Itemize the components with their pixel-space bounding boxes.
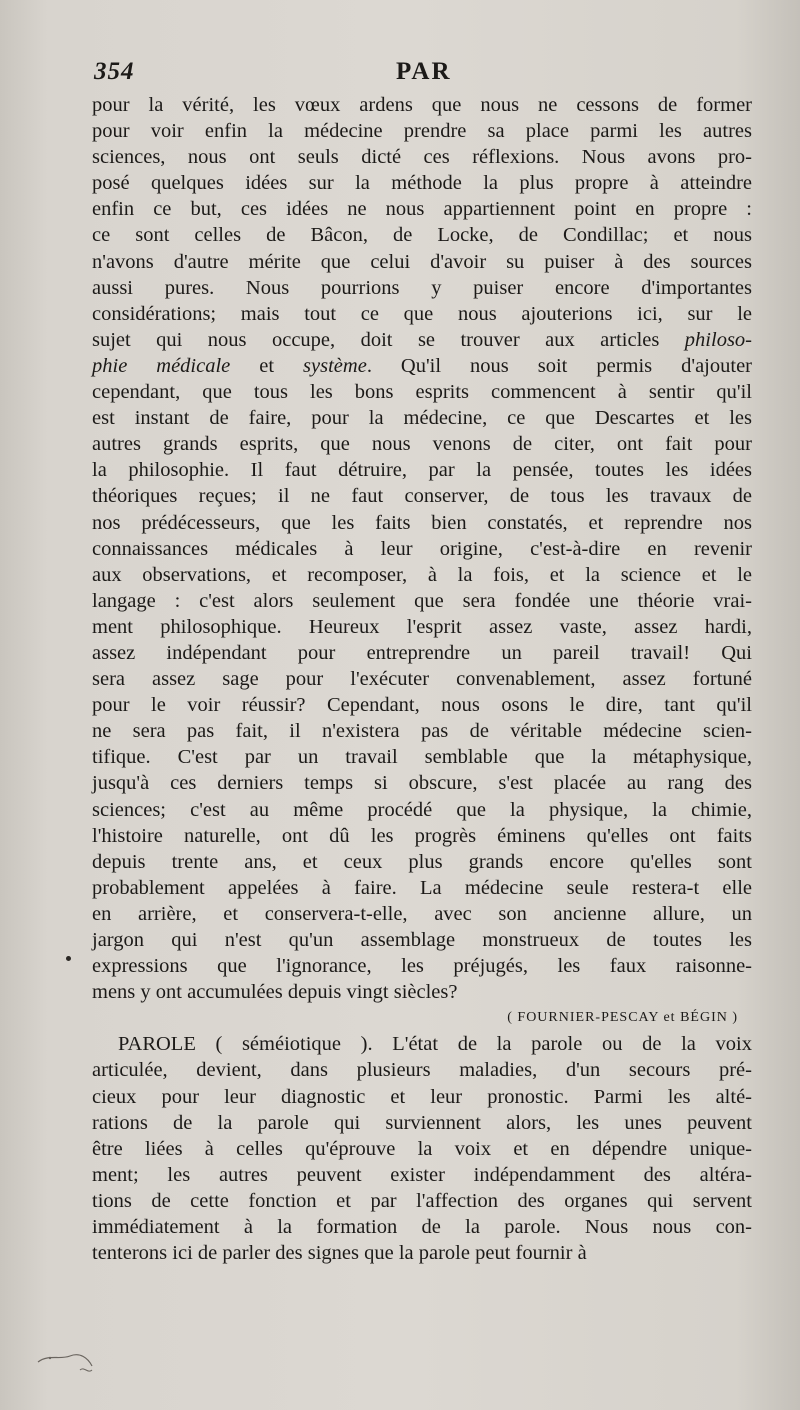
text-line: est instant de faire, pour la médecine, ce que Descartes et les [92,407,752,430]
parole-entry [92,1031,752,1266]
text-line: connaissances médicales à leur origine, c'est-à-dire en revenir [92,537,752,560]
text-line: sera assez sage pour l'exécuter convenablement, assez fortuné [92,668,752,691]
author-signature: ( FOURNIER-PESCAY et BÉGIN ) [507,1010,738,1026]
text-line: ment philosophique. Heureux l'esprit assez vaste, assez hardi, [92,615,752,638]
text-line: expressions que l'ignorance, les préjugés, les faux raisonne- [92,955,752,978]
margin-mark [66,956,71,961]
text-line: la philosophie. Il faut détruire, par la pensée, toutes les idées [92,459,752,482]
text-line: probablement appelées à faire. La médecine seule restera-t elle [92,876,752,899]
page-number: 354 [94,58,135,85]
text-line: sciences, nous ont seuls dicté ces réflexions. Nous avons pro- [92,146,752,169]
text-line: tenterons ici de parler des signes que la parole peut fournir à [92,1242,587,1265]
text-line: jargon qui n'est qu'un assemblage monstrueux de toutes les [92,929,752,951]
text-line: n'avons d'autre mérite que celui d'avoir su puiser à des sources [92,250,752,273]
text-line: tifique. C'est par un travail semblable que la métaphysique, [92,746,752,769]
text-line: pour le voir réussir? Cependant, nous osons le dire, tant qu'il [92,694,752,717]
ink-smudge-mark [30,1340,100,1380]
running-head: PAR [396,58,452,85]
text-line: aux observations, et recomposer, à la fois, et la science et le [92,563,752,586]
text-line: depuis trente ans, et ceux plus grands encore qu'elles sont [92,850,752,873]
text-line: en arrière, et conservera-t-elle, avec son ancienne allure, un [92,902,752,925]
text-line: cieux pour leur diagnostic et leur pronostic. Parmi les alté- [92,1085,752,1108]
text-line: ce sont celles de Bâcon, de Locke, de Condillac; et nous [92,224,752,247]
italic-term: philoso- [684,328,752,351]
text-line: assez indépendant pour entreprendre un pareil travail! Qui [92,641,752,664]
text-line: ment; les autres peuvent exister indépendamment des altéra- [92,1163,752,1186]
text-line: enfin ce but, ces idées ne nous appartiennent point en propre : [92,198,752,221]
text-line: articulée, devient, dans plusieurs maladies, d'un secours pré- [92,1059,752,1082]
text-line: posé quelques idées sur la méthode la plus propre à atteindre [92,172,752,195]
text-line: jusqu'à ces derniers temps si obscure, s'est placée au rang des [92,772,752,795]
text-line: ne sera pas fait, il n'existera pas de véritable médecine scien- [92,720,752,743]
text-line: sciences; c'est au même procédé que la physique, la chimie, [92,798,752,821]
text-line: aussi pures. Nous pourrions y puiser encore d'importantes [92,276,752,299]
text-line: théoriques reçues; il ne faut conserver, de tous les travaux de [92,485,752,508]
text-line: cependant, que tous les bons esprits commencent à sentir qu'il [92,381,752,404]
main-paragraph [92,92,752,1005]
text-line: langage : c'est alors seulement que sera fondée une théorie vrai- [92,589,752,612]
text-line: pour la vérité, les vœux ardens que nous ne cessons de former [92,94,752,116]
text-line: autres grands esprits, que nous venons de citer, ont fait pour [92,433,752,456]
italic-term: phie médicale [92,354,231,377]
text-line: nos prédécesseurs, que les faits bien constatés, et reprendre nos [92,511,752,534]
text-line: pour voir enfin la médecine prendre sa place parmi les autres [92,120,752,143]
italic-term: système [303,354,367,377]
text-line: phie médicale et système. Qu'il nous soit permis d'ajouter [92,354,752,377]
text-line: PAROLE ( séméiotique ). L'état de la parole ou de la voix [118,1033,752,1056]
text-line: rations de la parole qui surviennent alors, les unes peuvent [92,1111,752,1134]
text-line: l'histoire naturelle, ont dû les progrès éminens qu'elles ont faits [92,824,752,847]
text-line: considérations; mais tout ce que nous ajouterions ici, sur le [92,302,752,325]
text-line: immédiatement à la formation de la parole. Nous nous con- [92,1216,752,1239]
text-column [92,92,752,1266]
text-line: être liées à celles qu'éprouve la voix et en dépendre unique- [92,1137,752,1160]
text-line: mens y ont accumulées depuis vingt siècles? [92,981,458,1004]
text-line: tions de cette fonction et par l'affection des organes qui servent [92,1189,752,1212]
text-line: sujet qui nous occupe, doit se trouver aux articles philoso- [92,328,752,351]
